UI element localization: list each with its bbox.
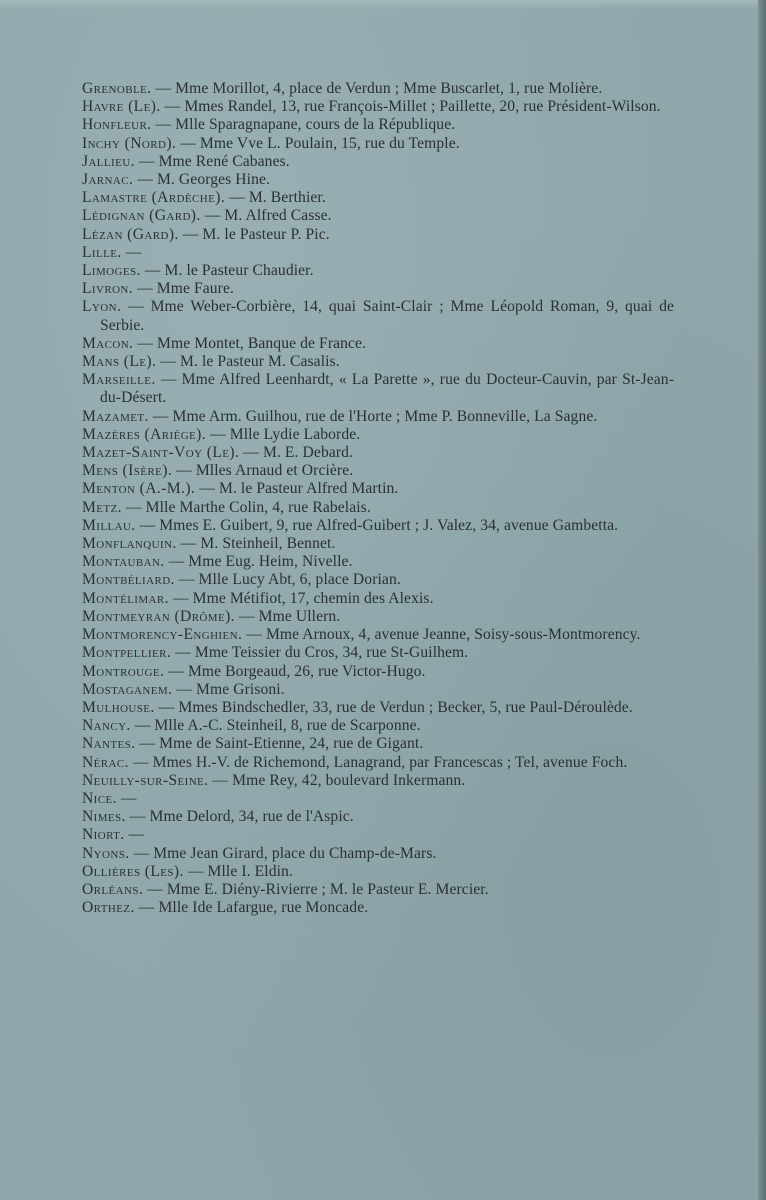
entry-details: — Mlle I. Eldin. [187, 862, 293, 880]
entry-town: Jallieu. [82, 152, 135, 170]
entry-details: — M. le Pasteur Alfred Martin. [199, 480, 399, 498]
entry-details: — Mme Métifiot, 17, chemin des Alexis. [172, 589, 434, 607]
entry-town: Havre (Le). [82, 98, 161, 116]
entry-town: Niort. [82, 826, 125, 844]
entry-details: — Mme Weber-Corbière, 14, quai Saint-Clair ; Mme Léopold Roman, 9, quai de Serbie. [100, 298, 675, 334]
entry-town: Montélimar. [82, 589, 169, 607]
entry-town: Mazamet. [82, 407, 149, 425]
entry-details: — Mlle Lydie Laborde. [210, 425, 361, 443]
entry-town: Lédignan (Gard). [82, 207, 201, 225]
entry-details: — Mme Montet, Banque de France. [137, 334, 367, 352]
entry-details: — [125, 243, 142, 261]
entry-details: — Mlle Sparagnapane, cours de la République. [155, 116, 456, 134]
directory-entry [82, 207, 674, 225]
entry-town: Mazères (Ariège). [82, 425, 207, 443]
entry-town: Ollières (Les). [82, 862, 184, 880]
entry-details: — M. E. Debard. [243, 444, 354, 462]
entry-details: — Mme Arm. Guilhou, rue de l'Horte ; Mme P. Bonneville, La Sagne. [152, 407, 598, 425]
directory-entry [82, 590, 674, 608]
entry-town: Metz. [82, 498, 122, 516]
entry-details: — M. Berthier. [229, 189, 326, 207]
entry-town: Monflanquin. [82, 535, 177, 553]
entry-details: — Mme Jean Girard, place du Champ-de-Mars. [133, 844, 437, 862]
entry-details: — M. le Pasteur P. Pic. [182, 225, 330, 243]
directory-entry [82, 826, 674, 844]
directory-entry [82, 517, 674, 535]
entry-town: Montrouge. [82, 662, 165, 680]
directory-entry [82, 480, 674, 498]
entry-details: — Mme E. Diény-Rivierre ; M. le Pasteur E. Mercier. [147, 880, 489, 898]
directory-entry [82, 571, 674, 589]
directory-entry [82, 226, 674, 244]
entry-details: — Mme Borgeaud, 26, rue Victor-Hugo. [168, 662, 426, 680]
directory-entry [82, 462, 674, 480]
directory-entry [82, 426, 674, 444]
entry-town: Montauban. [82, 553, 165, 571]
directory-entry [82, 298, 674, 334]
entry-town: Livron. [82, 280, 134, 298]
entry-details: — Mlle Lucy Abt, 6, place Dorian. [178, 571, 401, 589]
entry-details: — Mlle Marthe Colin, 4, rue Rabelais. [125, 498, 371, 516]
entry-details: — M. le Pasteur M. Casalis. [160, 353, 340, 371]
entry-details: — Mmes Randel, 13, rue François-Millet ; Paillette, 20, rue Président-Wilson. [164, 98, 661, 116]
directory-entry [82, 444, 674, 462]
entry-details: — [120, 789, 137, 807]
entry-town: Nyons. [82, 844, 130, 862]
directory-entry [82, 644, 674, 662]
entry-details: — Mme Vve L. Poulain, 15, rue du Temple. [180, 134, 460, 152]
entry-details: — Mme Teissier du Cros, 34, rue St-Guilhem. [175, 644, 469, 662]
entry-town: Marseille. [82, 371, 156, 389]
directory-entry [82, 335, 674, 353]
entry-details: — Mme Faure. [137, 280, 234, 298]
directory-entry [82, 116, 674, 134]
entry-town: Millau. [82, 516, 136, 534]
entry-town: Lyon. [82, 298, 122, 316]
entry-town: Orléans. [82, 880, 144, 898]
entry-details: — Mmes E. Guibert, 9, rue Alfred-Guibert ; J. Valez, 34, avenue Gambetta. [139, 516, 619, 534]
entry-details: — Mme Grisoni. [176, 680, 285, 698]
entry-town: Grenoble. [82, 80, 152, 97]
directory-entry [82, 153, 674, 171]
directory-entry [82, 98, 674, 116]
directory-entry [82, 408, 674, 426]
entry-town: Lézan (Gard). [82, 225, 179, 243]
entry-town: Montmeyran (Drôme). [82, 607, 235, 625]
page-right-edge [758, 0, 766, 1200]
directory-entry [82, 280, 674, 298]
directory-entry [82, 899, 674, 917]
directory-entry [82, 626, 674, 644]
entry-town: Nice. [82, 789, 117, 807]
entry-details: — M. Georges Hine. [137, 171, 271, 189]
entry-town: Lamastre (Ardèche). [82, 189, 226, 207]
entry-details: — Mme de Saint-Etienne, 24, rue de Gigant. [139, 735, 424, 753]
entry-town: Montmorency-Enghien. [82, 626, 243, 644]
page-top-edge [0, 0, 766, 10]
directory-entry [82, 808, 674, 826]
entry-details: — Mme Ullern. [238, 607, 341, 625]
directory-entry [82, 754, 674, 772]
entry-town: Honfleur. [82, 116, 152, 134]
entry-details: — Mmes Bindschedler, 33, rue de Verdun ; Becker, 5, rue Paul-Déroulède. [158, 698, 633, 716]
directory-entry [82, 262, 674, 280]
directory-entry [82, 699, 674, 717]
directory-entry [82, 845, 674, 863]
entry-town: Nérac. [82, 753, 129, 771]
entry-details: — Mme Rey, 42, boulevard Inkermann. [212, 771, 466, 789]
entry-town: Neuilly-sur-Seine. [82, 771, 209, 789]
entry-town: Macon. [82, 334, 134, 352]
entry-town: Montbéliard. [82, 571, 175, 589]
directory-entry [82, 244, 674, 262]
entry-details: — Mme René Cabanes. [138, 152, 290, 170]
entry-town: Nancy. [82, 717, 131, 735]
entry-details: — Mme Eug. Heim, Nivelle. [168, 553, 353, 571]
directory-entry [82, 80, 674, 98]
directory-entry [82, 608, 674, 626]
entry-town: Limoges. [82, 262, 141, 280]
entry-town: Mulhouse. [82, 698, 155, 716]
entry-town: Nimes. [82, 808, 126, 826]
entry-details: — [128, 826, 145, 844]
directory-entry [82, 499, 674, 517]
directory-entry [82, 772, 674, 790]
directory-entry [82, 553, 674, 571]
directory-entry [82, 735, 674, 753]
entry-town: Mans (Le). [82, 353, 157, 371]
entry-town: Mazet-Saint-Voy (Le). [82, 444, 240, 462]
directory-entry [82, 353, 674, 371]
entry-town: Nantes. [82, 735, 136, 753]
directory-entry [82, 681, 674, 699]
entry-details: — Mlle Ide Lafargue, rue Moncade. [138, 899, 369, 917]
directory-entry [82, 189, 674, 207]
entry-town: Jarnac. [82, 171, 134, 189]
entry-details: — M. le Pasteur Chaudier. [144, 262, 314, 280]
entry-details: — Mme Delord, 34, rue de l'Aspic. [129, 808, 354, 826]
entry-details: — Mme Arnoux, 4, avenue Jeanne, Soisy-sous-Montmorency. [246, 626, 641, 644]
directory-entry [82, 881, 674, 899]
directory-entry [82, 535, 674, 553]
entry-town: Mostaganem. [82, 680, 173, 698]
entry-town: Montpellier. [82, 644, 172, 662]
entry-details: — M. Alfred Casse. [204, 207, 332, 225]
entry-details: — Mlle A.-C. Steinheil, 8, rue de Scarponne. [134, 717, 421, 735]
entry-town: Orthez. [82, 899, 135, 917]
entry-details: — Mme Morillot, 4, place de Verdun ; Mme Buscarlet, 1, rue Molière. [155, 80, 603, 97]
entry-details: — Mme Alfred Leenhardt, « La Parette », rue du Docteur-Cauvin, par St-Jean-du-Désert. [100, 371, 674, 407]
entry-details: — M. Steinheil, Bennet. [180, 535, 336, 553]
entry-town: Lille. [82, 243, 122, 261]
directory-entry [82, 135, 674, 153]
directory-entry [82, 663, 674, 681]
directory-entry [82, 863, 674, 881]
entry-town: Menton (A.-M.). [82, 480, 196, 498]
directory-entry [82, 717, 674, 735]
directory-entry [82, 371, 674, 407]
directory-entry [82, 790, 674, 808]
entry-details: — Mlles Arnaud et Orcière. [176, 462, 354, 480]
entry-town: Inchy (Nord). [82, 134, 177, 152]
entry-town: Mens (Isère). [82, 462, 173, 480]
entry-details: — Mmes H.-V. de Richemond, Lanagrand, par Francescas ; Tel, avenue Foch. [132, 753, 628, 771]
directory-entry [82, 171, 674, 189]
directory-page [82, 80, 674, 917]
